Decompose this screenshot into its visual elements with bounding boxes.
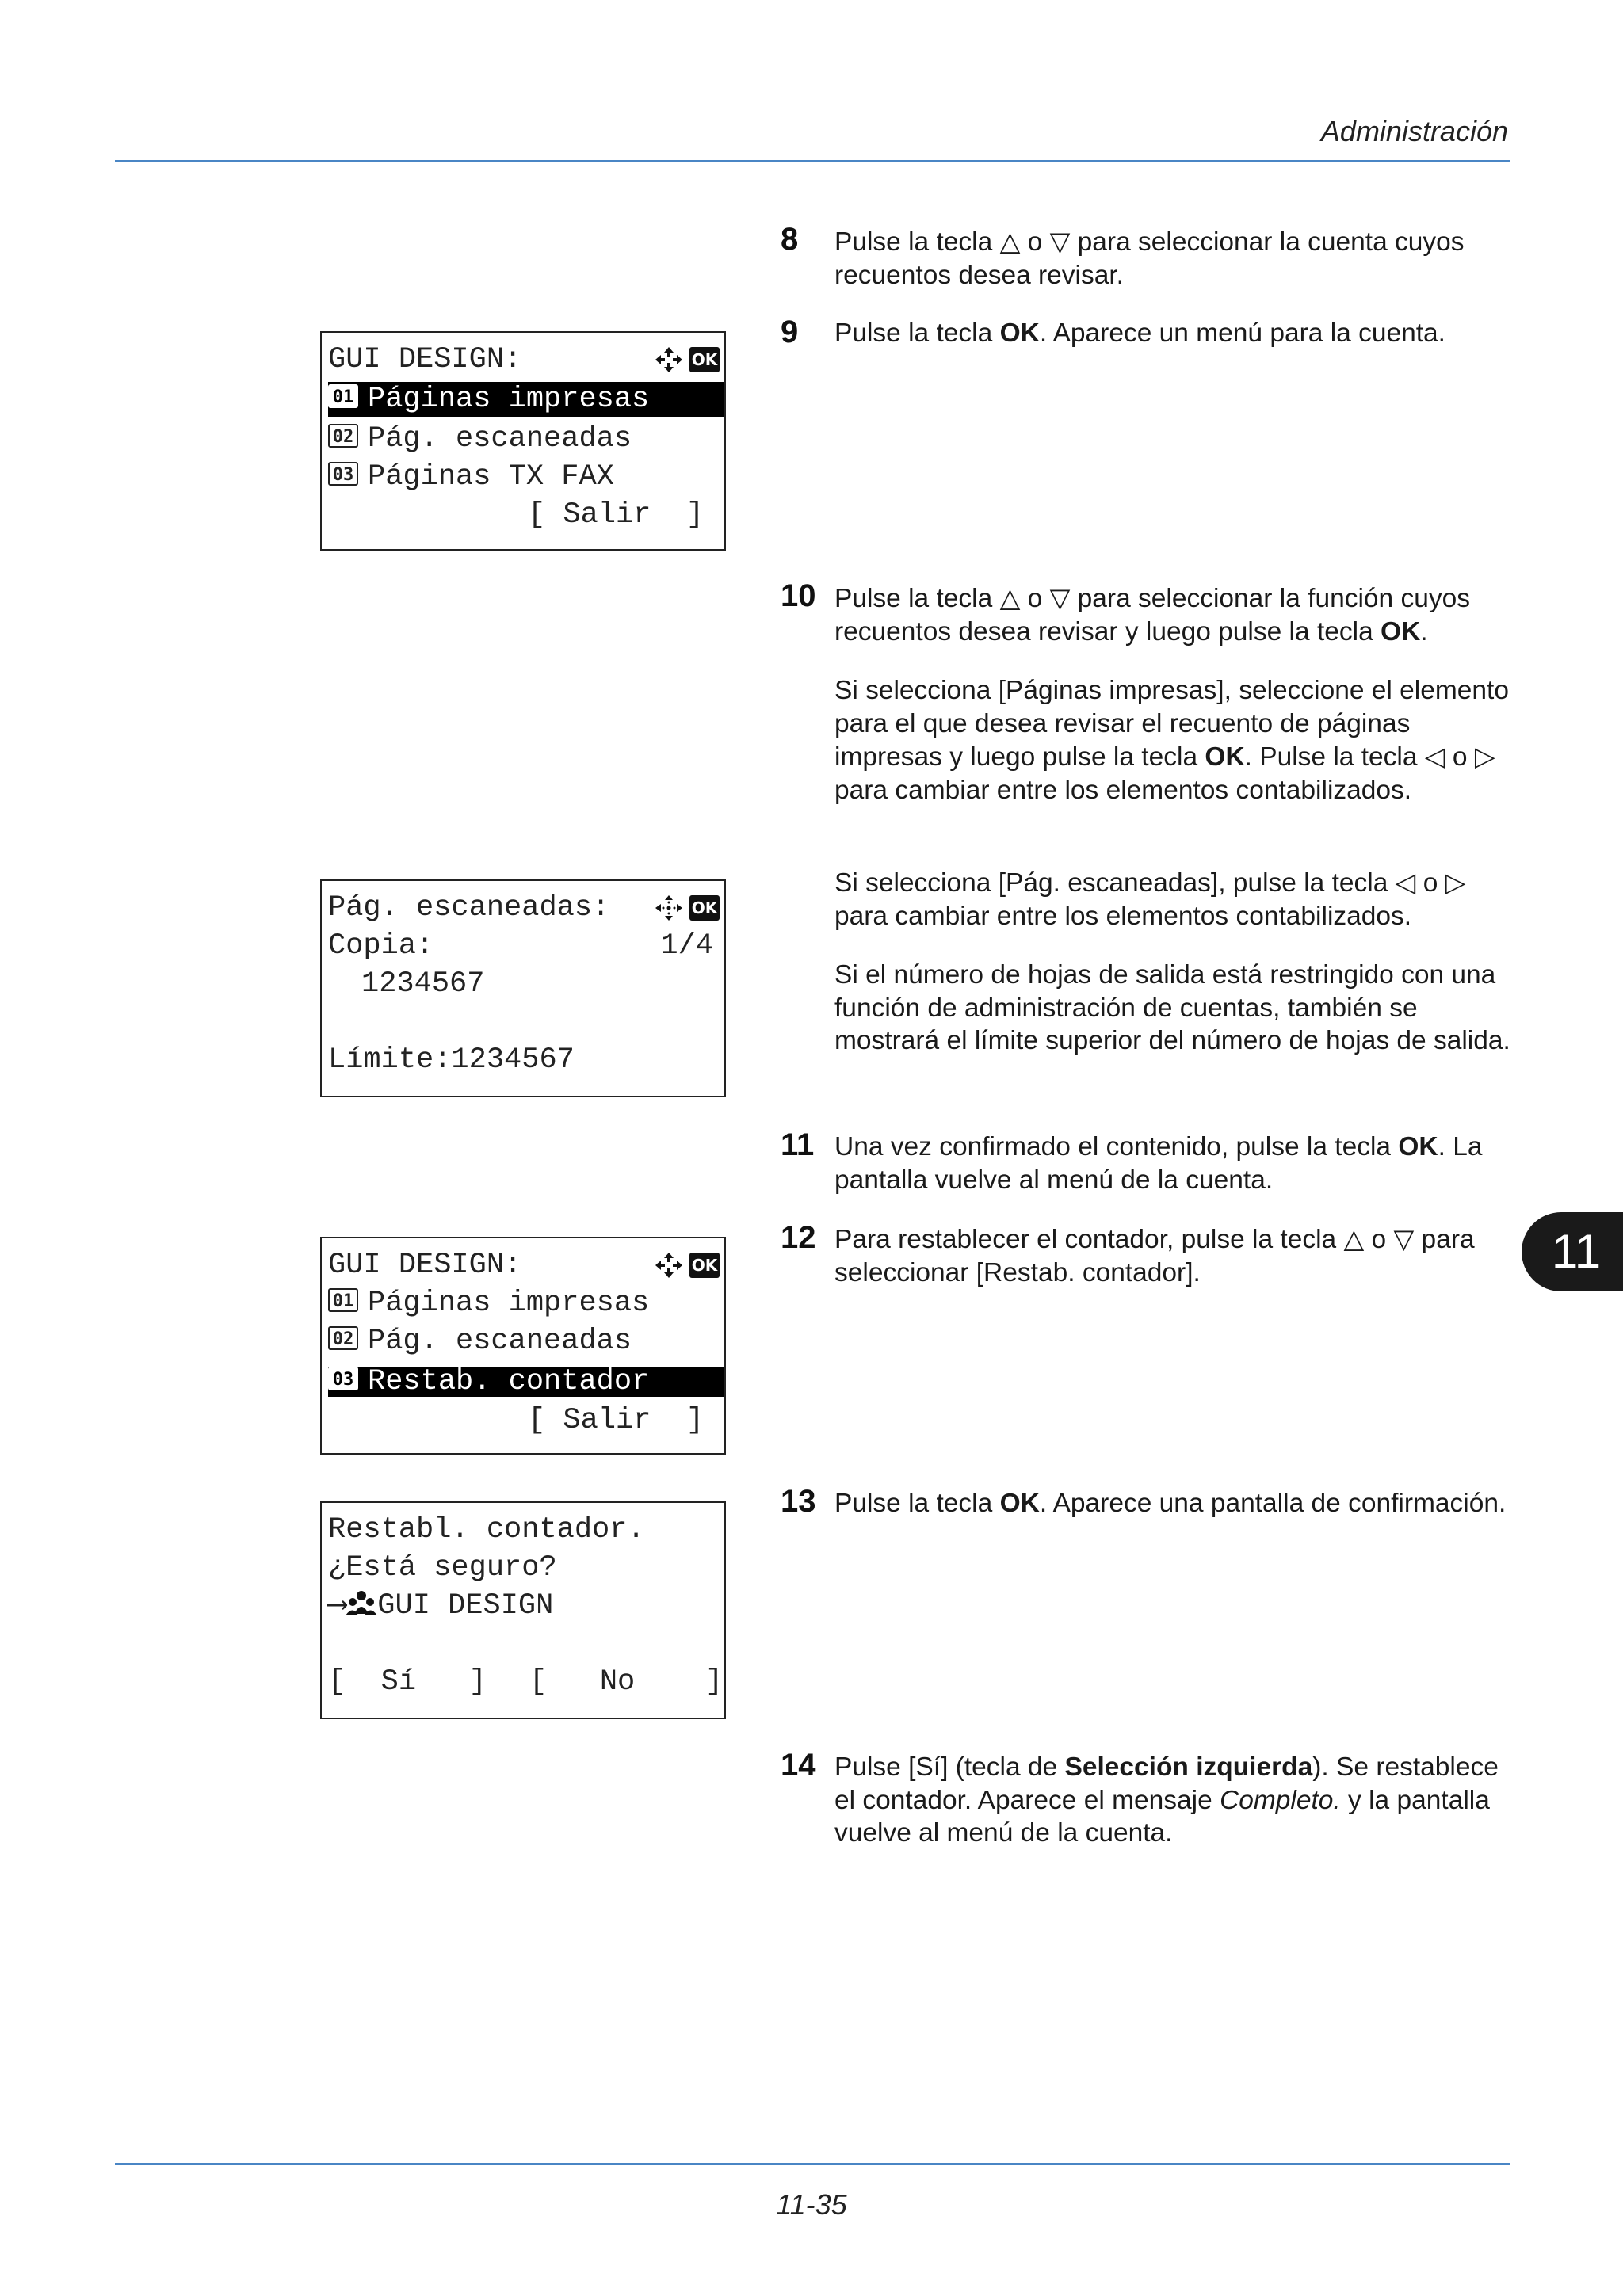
- ok-icon: OK: [689, 347, 720, 372]
- step-number: 14: [781, 1748, 816, 1783]
- down-triangle-icon: ▽: [1049, 582, 1071, 613]
- number-02-icon: 02: [328, 424, 358, 448]
- lcd-panel-reset-confirm: [320, 1501, 726, 1719]
- panel-title: GUI DESIGN:: [328, 343, 522, 376]
- exit-softkey[interactable]: [ Salir ]: [528, 1404, 705, 1437]
- step-10-note-printed: Si selecciona [Páginas impresas], seleccione el elemento para el que desea revisar el recuento de páginas impresas y luego pulse la tecla OK. Pulse la tecla ◁ o ▷ para cambiar entre los elementos contabilizados.: [834, 676, 1509, 805]
- step-8-text: Pulse la tecla △ o ▽ para seleccionar la cuenta cuyos recuentos desea revisar.: [834, 226, 1465, 290]
- menu-item-selected[interactable]: 01 Páginas impresas: [328, 382, 724, 417]
- menu-item[interactable]: 01 Páginas impresas: [328, 1286, 724, 1321]
- user-group-icon: [346, 1590, 377, 1617]
- panel-title: Pág. escaneadas:: [328, 891, 610, 925]
- 4-way-arrow-icon: [653, 345, 685, 374]
- menu-item-selected[interactable]: 03 Restab. contador: [328, 1367, 724, 1397]
- step-number: 13: [781, 1484, 816, 1519]
- step-number: 9: [781, 315, 799, 349]
- chapter-tab: 11: [1522, 1212, 1623, 1291]
- step-10-note-scanned: Si selecciona [Pág. escaneadas], pulse la tecla ◁ o ▷ para cambiar entre los elementos contabilizados.: [834, 867, 1466, 931]
- down-triangle-icon: ▽: [1393, 1223, 1415, 1254]
- step-number: 12: [781, 1220, 816, 1255]
- limit-value: Límite:1234567: [328, 1043, 575, 1077]
- exit-softkey[interactable]: [ Salir ]: [528, 498, 705, 532]
- page-indicator: 1/4: [660, 929, 713, 963]
- left-triangle-icon: ◁: [1424, 741, 1445, 772]
- right-triangle-icon: ▷: [1445, 867, 1466, 898]
- menu-item[interactable]: 02 Pág. escaneadas: [328, 421, 724, 456]
- left-triangle-icon: ◁: [1395, 867, 1416, 898]
- no-softkey[interactable]: [ No ]: [529, 1665, 724, 1699]
- step-11-text: Una vez confirmado el contenido, pulse la tecla OK. La pantalla vuelve al menú de la cuenta.: [834, 1132, 1483, 1195]
- number-03-icon: 03: [328, 1367, 358, 1390]
- counter-label: Copia:: [328, 929, 434, 963]
- step-number: 11: [781, 1127, 815, 1162]
- step-9-text: Pulse la tecla OK. Aparece un menú para la cuenta.: [834, 318, 1445, 348]
- step-14-text: Pulse [Sí] (tecla de Selección izquierda). Se restablece el contador. Aparece el mensaje Completo. y la pantalla vuelve al menú de la cuenta.: [834, 1753, 1499, 1848]
- menu-item[interactable]: 03 Páginas TX FAX: [328, 460, 724, 494]
- right-triangle-icon: ▷: [1474, 741, 1495, 772]
- 4-way-arrow-icon: [653, 894, 685, 922]
- lcd-panel-scanned-pages: [320, 879, 726, 1097]
- up-triangle-icon: △: [999, 582, 1021, 613]
- step-number: 8: [781, 222, 799, 257]
- arrow-icon: ⟶: [328, 1589, 346, 1623]
- number-02-icon: 02: [328, 1326, 358, 1350]
- 4-way-arrow-icon: [653, 1251, 685, 1280]
- confirm-title: Restabl. contador.: [328, 1513, 645, 1547]
- step-12-text: Para restablecer el contador, pulse la tecla △ o ▽ para seleccionar [Restab. contador].: [834, 1223, 1475, 1287]
- yes-softkey[interactable]: [ Sí ]: [328, 1665, 487, 1699]
- down-triangle-icon: ▽: [1049, 226, 1071, 257]
- panel-title: GUI DESIGN:: [328, 1249, 522, 1282]
- page-number: 11-35: [776, 2188, 847, 2221]
- ok-icon: OK: [689, 895, 720, 921]
- footer-rule: [115, 2163, 1510, 2165]
- lcd-panel-account-menu: [320, 331, 726, 551]
- step-number: 10: [781, 578, 816, 613]
- number-01-icon: 01: [328, 384, 358, 408]
- lcd-panel-account-menu-reset: [320, 1237, 726, 1455]
- number-01-icon: 01: [328, 1288, 358, 1312]
- step-10-text: Pulse la tecla △ o ▽ para seleccionar la función cuyos recuentos desea revisar y luego pulse la tecla OK.: [834, 582, 1470, 646]
- number-03-icon: 03: [328, 462, 358, 486]
- up-triangle-icon: △: [999, 226, 1021, 257]
- up-triangle-icon: △: [1343, 1223, 1365, 1254]
- target-account: ⟶ GUI DESIGN: [328, 1589, 554, 1623]
- menu-item[interactable]: 02 Pág. escaneadas: [328, 1324, 724, 1359]
- ok-icon: OK: [689, 1253, 720, 1278]
- confirm-question: ¿Está seguro?: [328, 1551, 557, 1585]
- step-10-note-limit: Si el número de hojas de salida está restringido con una función de administración de cuentas, también se mostrará el límite superior del número de hojas de salida.: [834, 960, 1510, 1055]
- section-title: Administración: [1320, 115, 1508, 147]
- counter-value: 1234567: [361, 967, 485, 1001]
- header-rule: [115, 160, 1510, 162]
- step-13-text: Pulse la tecla OK. Aparece una pantalla de confirmación.: [834, 1489, 1507, 1518]
